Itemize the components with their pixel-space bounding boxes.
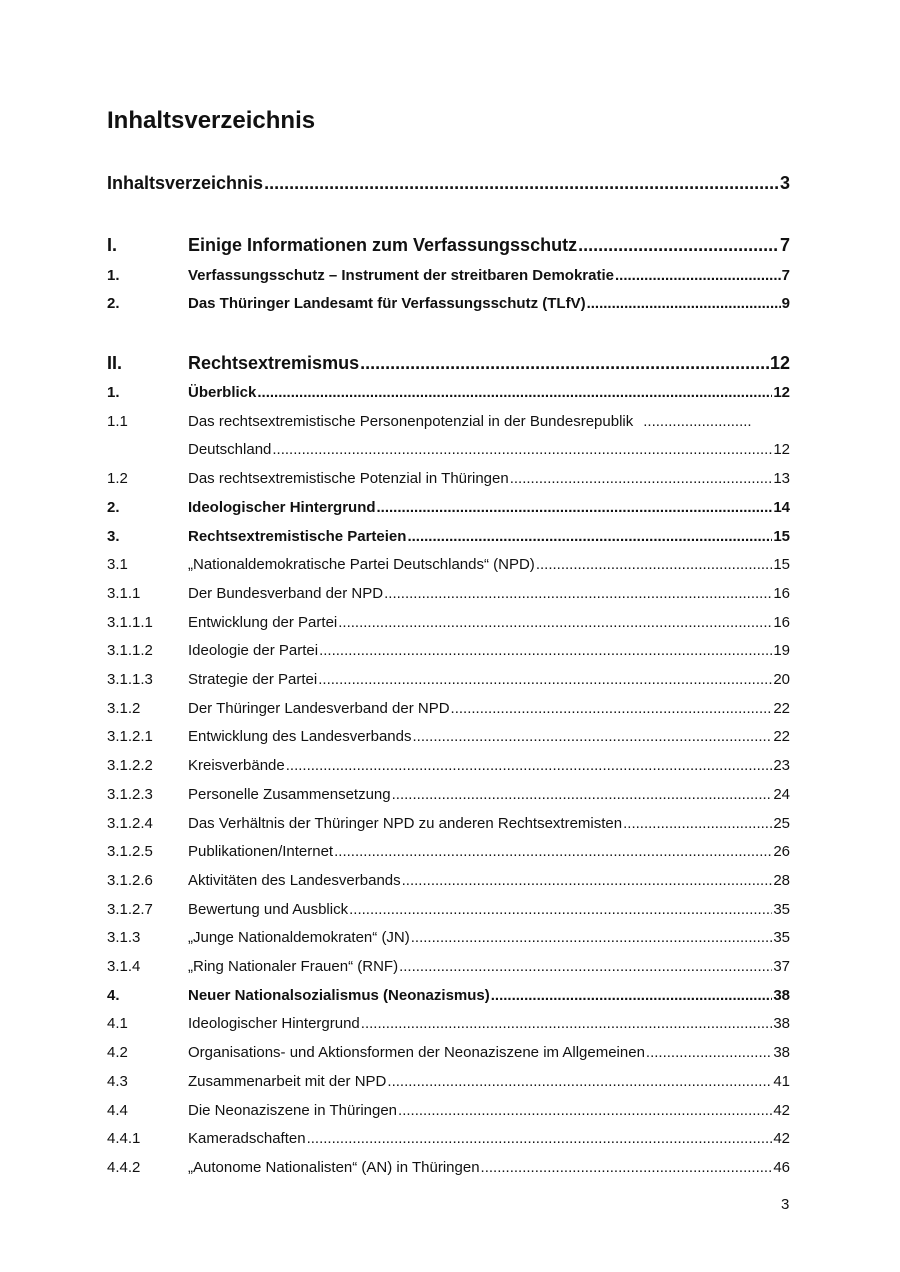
toc-page: 23 bbox=[773, 757, 790, 774]
toc-entry[interactable] bbox=[107, 470, 790, 487]
toc-title: Verfassungsschutz – Instrument der streitbaren Demokratie bbox=[188, 267, 614, 284]
leader-dots bbox=[392, 786, 773, 803]
toc-page: 24 bbox=[773, 786, 790, 803]
toc-entry[interactable] bbox=[107, 786, 790, 803]
leader-dots bbox=[384, 585, 772, 602]
toc-title: Entwicklung der Partei bbox=[188, 614, 338, 631]
toc-num: 1.1 bbox=[107, 413, 128, 430]
leader-dots bbox=[615, 267, 781, 284]
toc-num: II. bbox=[107, 353, 123, 373]
leader-dots bbox=[643, 413, 753, 430]
toc-title: Deutschland bbox=[188, 441, 272, 458]
toc-page: 9 bbox=[781, 295, 790, 312]
leader-dots bbox=[451, 700, 773, 717]
toc-entry[interactable] bbox=[107, 528, 790, 545]
toc-num: 3.1.2 bbox=[107, 700, 141, 717]
toc-title: Inhaltsverzeichnis bbox=[107, 173, 264, 193]
toc-title: Das Thüringer Landesamt für Verfassungsschutz (TLfV) bbox=[188, 295, 586, 312]
toc-page: 3 bbox=[779, 173, 790, 193]
toc-page: 15 bbox=[773, 556, 790, 573]
leader-dots bbox=[623, 815, 772, 832]
toc-title: Rechtsextremistische Parteien bbox=[188, 528, 407, 545]
toc-num: 3.1.4 bbox=[107, 958, 141, 975]
toc-page: 28 bbox=[773, 872, 790, 889]
toc-page: 38 bbox=[773, 1015, 790, 1032]
leader-dots bbox=[510, 470, 773, 487]
toc-num: 4.4.2 bbox=[107, 1159, 141, 1176]
toc-title: Ideologischer Hintergrund bbox=[188, 1015, 360, 1032]
toc-title: Das Verhältnis der Thüringer NPD zu anderen Rechtsextremisten bbox=[188, 815, 623, 832]
leader-dots bbox=[481, 1159, 773, 1176]
toc-title: Kameradschaften bbox=[188, 1130, 306, 1147]
toc-title: Publikationen/Internet bbox=[188, 843, 334, 860]
leader-dots bbox=[536, 556, 773, 573]
toc-page: 38 bbox=[773, 1044, 790, 1061]
leader-dots bbox=[646, 1044, 772, 1061]
toc-entry[interactable] bbox=[107, 958, 790, 975]
toc-page: 38 bbox=[773, 987, 790, 1004]
leader-dots bbox=[387, 1073, 772, 1090]
leader-dots bbox=[349, 901, 772, 918]
toc-page: 35 bbox=[773, 901, 790, 918]
toc-entry[interactable] bbox=[107, 843, 790, 860]
toc-title: Entwicklung des Landesverbands bbox=[188, 728, 412, 745]
toc-page: 16 bbox=[773, 614, 790, 631]
toc-title: Kreisverbände bbox=[188, 757, 285, 774]
toc-num: 3.1.2.7 bbox=[107, 901, 153, 918]
toc-entry[interactable] bbox=[107, 815, 790, 832]
toc-page: 13 bbox=[773, 470, 790, 487]
toc-title: „Nationaldemokratische Partei Deutschlands“ (NPD) bbox=[188, 556, 535, 573]
toc-entry[interactable] bbox=[107, 614, 790, 631]
toc-num: 1. bbox=[107, 267, 120, 284]
toc-num: 4.3 bbox=[107, 1073, 128, 1090]
toc-entry[interactable] bbox=[107, 929, 790, 946]
toc-num: 3.1.2.6 bbox=[107, 872, 153, 889]
toc-page: 25 bbox=[773, 815, 790, 832]
toc-entry[interactable] bbox=[107, 1073, 790, 1090]
page-title: Inhaltsverzeichnis bbox=[107, 107, 316, 134]
toc-page: 14 bbox=[773, 499, 790, 516]
toc-num: 2. bbox=[107, 295, 120, 312]
leader-dots bbox=[286, 757, 773, 774]
toc-entry-continuation[interactable] bbox=[188, 441, 790, 458]
toc-num: 3.1.1.1 bbox=[107, 614, 153, 631]
toc-page: 7 bbox=[779, 235, 790, 255]
leader-dots bbox=[587, 295, 781, 312]
toc-entry[interactable] bbox=[107, 1044, 790, 1061]
toc-page: 16 bbox=[773, 585, 790, 602]
toc-num: 4.4.1 bbox=[107, 1130, 141, 1147]
toc-title: Rechtsextremismus bbox=[188, 353, 360, 373]
toc-title: „Junge Nationaldemokraten“ (JN) bbox=[188, 929, 410, 946]
leader-dots bbox=[377, 499, 773, 516]
toc-page: 42 bbox=[773, 1102, 790, 1119]
toc-page: 12 bbox=[773, 384, 790, 401]
toc-num: 4. bbox=[107, 987, 120, 1004]
toc-page: 19 bbox=[773, 642, 790, 659]
leader-dots bbox=[578, 235, 779, 256]
toc-entry[interactable] bbox=[107, 671, 790, 688]
toc-entry[interactable] bbox=[107, 267, 790, 284]
toc-title: Bewertung und Ausblick bbox=[188, 901, 349, 918]
toc-part-2[interactable] bbox=[107, 353, 790, 374]
leader-dots bbox=[264, 173, 779, 194]
toc-title: Organisations- und Aktionsformen der Neonaziszene im Allgemeinen bbox=[188, 1044, 645, 1061]
toc-page: 35 bbox=[773, 929, 790, 946]
toc-num: 4.4 bbox=[107, 1102, 128, 1119]
toc-num: 1. bbox=[107, 384, 120, 401]
toc-entry[interactable] bbox=[107, 1159, 790, 1176]
toc-entry[interactable] bbox=[107, 700, 790, 717]
toc-num: 3.1.2.4 bbox=[107, 815, 153, 832]
toc-entry[interactable] bbox=[107, 1130, 790, 1147]
toc-page: 37 bbox=[773, 958, 790, 975]
toc-num: 3.1.1.3 bbox=[107, 671, 153, 688]
leader-dots bbox=[272, 441, 772, 458]
leader-dots bbox=[361, 1015, 773, 1032]
leader-dots bbox=[398, 1102, 772, 1119]
toc-entry[interactable] bbox=[107, 1015, 790, 1032]
toc-num: 3.1.2.3 bbox=[107, 786, 153, 803]
toc-title: „Autonome Nationalisten“ (AN) in Thüringen bbox=[188, 1159, 480, 1176]
toc-num: 3.1.2.2 bbox=[107, 757, 153, 774]
toc-num: I. bbox=[107, 235, 118, 255]
toc-page: 15 bbox=[773, 528, 790, 545]
toc-entry[interactable] bbox=[107, 384, 790, 401]
page-number: 3 bbox=[781, 1196, 790, 1213]
toc-title: Das rechtsextremistische Personenpotenzial in der Bundesrepublik bbox=[188, 413, 634, 430]
toc-entry[interactable] bbox=[107, 872, 790, 889]
toc-num: 3.1.2.1 bbox=[107, 728, 153, 745]
leader-dots bbox=[399, 958, 772, 975]
toc-num: 3.1 bbox=[107, 556, 128, 573]
toc-num: 3.1.1.2 bbox=[107, 642, 153, 659]
toc-page: 20 bbox=[773, 671, 790, 688]
toc-entry[interactable] bbox=[107, 901, 790, 918]
toc-title: Der Thüringer Landesverband der NPD bbox=[188, 700, 450, 717]
toc-entry[interactable] bbox=[107, 987, 790, 1004]
toc-page: 46 bbox=[773, 1159, 790, 1176]
toc-page: 12 bbox=[773, 441, 790, 458]
toc-num: 4.2 bbox=[107, 1044, 128, 1061]
toc-title: Ideologie der Partei bbox=[188, 642, 319, 659]
toc-title: Einige Informationen zum Verfassungsschutz bbox=[188, 235, 578, 255]
toc-num: 4.1 bbox=[107, 1015, 128, 1032]
toc-page: 22 bbox=[773, 728, 790, 745]
leader-dots bbox=[338, 614, 772, 631]
toc-page: 42 bbox=[773, 1130, 790, 1147]
toc-title: Die Neonaziszene in Thüringen bbox=[188, 1102, 398, 1119]
toc-num: 3.1.2.5 bbox=[107, 843, 153, 860]
leader-dots bbox=[307, 1130, 773, 1147]
toc-title: Überblick bbox=[188, 384, 257, 401]
toc-entry[interactable] bbox=[107, 499, 790, 516]
leader-dots bbox=[402, 872, 773, 889]
toc-entry[interactable] bbox=[107, 413, 790, 430]
toc-entry[interactable] bbox=[107, 585, 790, 602]
toc-entry[interactable] bbox=[107, 556, 790, 573]
toc-entry[interactable] bbox=[107, 1102, 790, 1119]
leader-dots bbox=[360, 353, 769, 374]
toc-num: 2. bbox=[107, 499, 120, 516]
leader-dots bbox=[318, 671, 772, 688]
toc-num: 3.1.3 bbox=[107, 929, 141, 946]
toc-num: 1.2 bbox=[107, 470, 128, 487]
toc-title: Personelle Zusammensetzung bbox=[188, 786, 391, 803]
toc-entry-inhaltsverzeichnis[interactable] bbox=[107, 173, 790, 194]
toc-title: „Ring Nationaler Frauen“ (RNF) bbox=[188, 958, 399, 975]
leader-dots bbox=[257, 384, 772, 401]
toc-page: 22 bbox=[773, 700, 790, 717]
leader-dots bbox=[411, 929, 773, 946]
toc-entry[interactable] bbox=[107, 728, 790, 745]
toc-title: Aktivitäten des Landesverbands bbox=[188, 872, 401, 889]
toc-title: Ideologischer Hintergrund bbox=[188, 499, 376, 516]
toc-title: Das rechtsextremistische Potenzial in Thüringen bbox=[188, 470, 509, 487]
toc-title: Der Bundesverband der NPD bbox=[188, 585, 384, 602]
toc-title: Strategie der Partei bbox=[188, 671, 318, 688]
leader-dots bbox=[334, 843, 772, 860]
toc-part-1[interactable] bbox=[107, 235, 790, 256]
leader-dots bbox=[319, 642, 772, 659]
leader-dots bbox=[412, 728, 772, 745]
toc-page: 7 bbox=[781, 267, 790, 284]
leader-dots bbox=[491, 987, 773, 1004]
toc-entry[interactable] bbox=[107, 295, 790, 312]
toc-title: Neuer Nationalsozialismus (Neonazismus) bbox=[188, 987, 490, 1004]
toc-page: 12 bbox=[769, 353, 790, 373]
leader-dots bbox=[407, 528, 772, 545]
toc-num: 3. bbox=[107, 528, 120, 545]
toc-page: 26 bbox=[773, 843, 790, 860]
toc-title: Zusammenarbeit mit der NPD bbox=[188, 1073, 387, 1090]
toc-entry[interactable] bbox=[107, 757, 790, 774]
toc-num: 3.1.1 bbox=[107, 585, 141, 602]
toc-page: 41 bbox=[773, 1073, 790, 1090]
toc-entry[interactable] bbox=[107, 642, 790, 659]
